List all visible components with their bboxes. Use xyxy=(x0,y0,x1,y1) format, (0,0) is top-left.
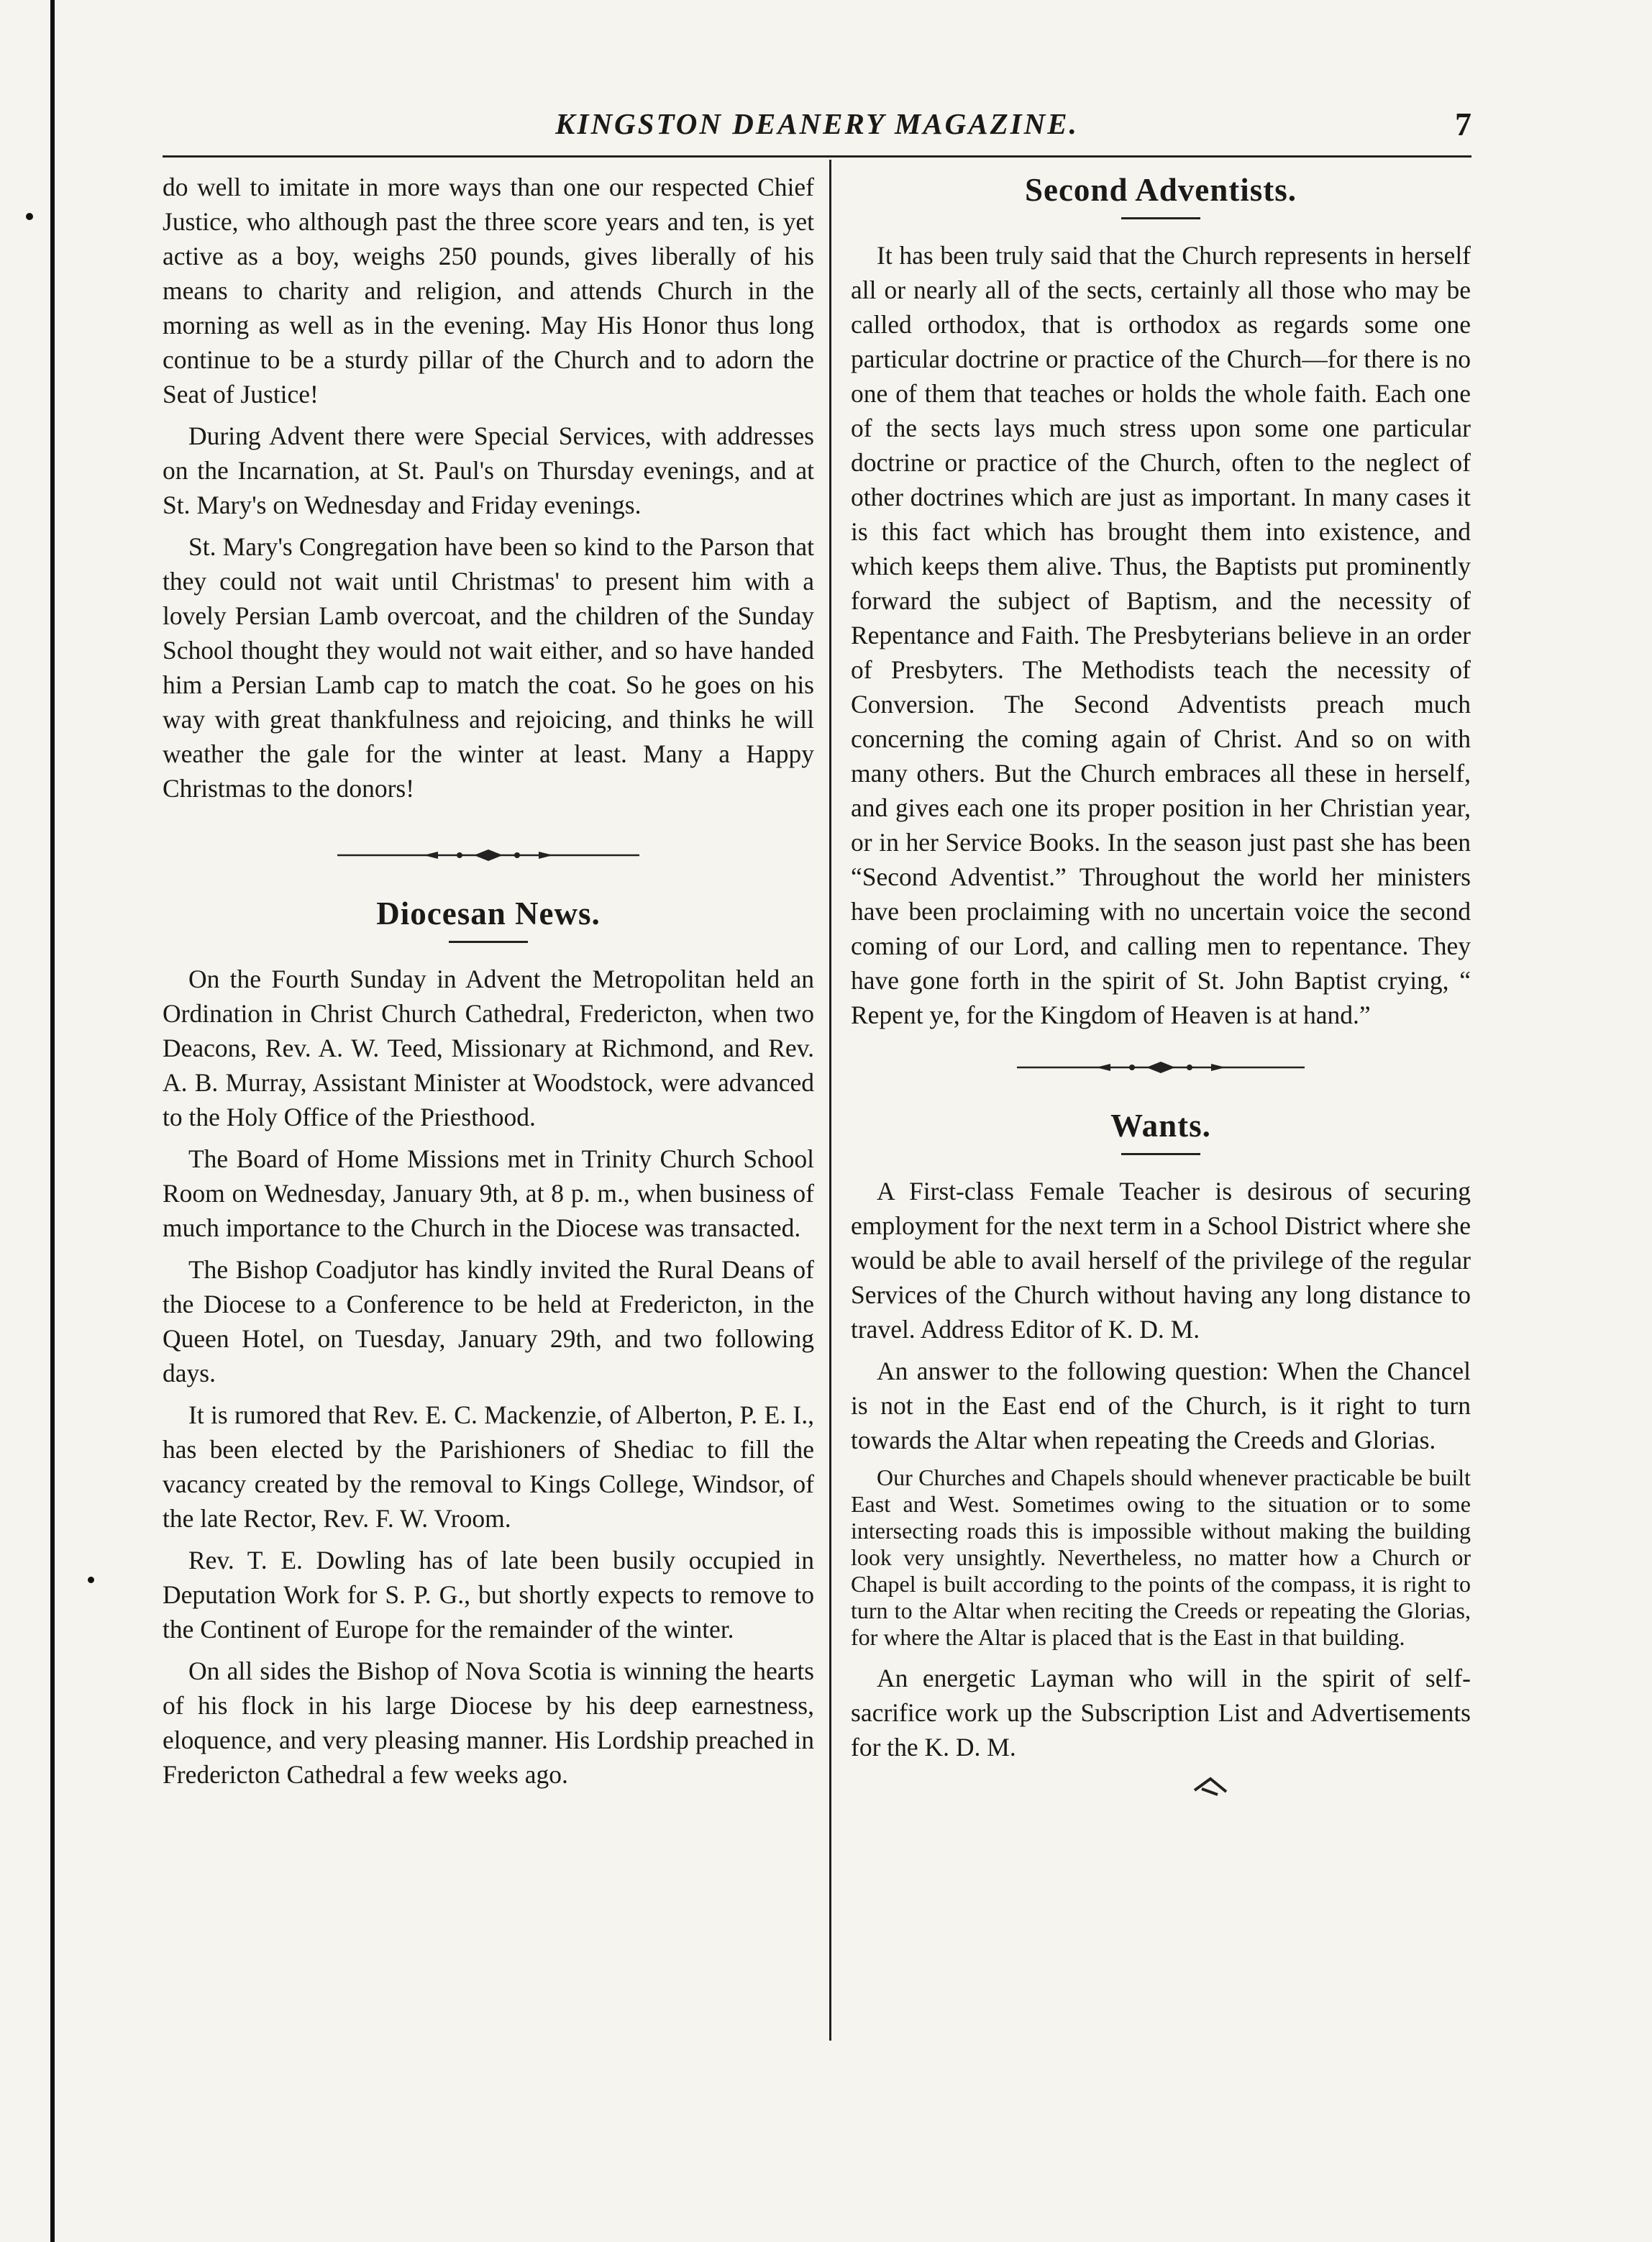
continued-paragraph: do well to imitate in more ways than one our respected Chief Justice, who although past the three score years and ten, is yet active as a boy, weighs 250 pounds, gives liberally of his means to charity and religion, and attends Church in the morning as well as in the evening. May His Honor thus long continue to be a sturdy pillar of the Church and to adorn the Seat of Justice! xyxy=(163,173,814,409)
article-paragraph: The Board of Home Missions met in Trinity Church School Room on Wednesday, January 9th, at 8 p. m., when business of much importance to the Church in the Diocese was transacted. xyxy=(163,1144,814,1242)
right-column xyxy=(851,170,1471,1797)
section-divider-ornament xyxy=(337,847,639,863)
question-paragraph: An answer to the following question: When the Chancel is not in the East end of the Church, is it right to turn towards the Altar when repeating the Creeds and Glorias. xyxy=(851,1357,1471,1454)
section-title-diocesan-news: Diocesan News. xyxy=(376,896,601,931)
left-column xyxy=(163,170,814,1799)
section-title-wants: Wants. xyxy=(1110,1108,1211,1144)
page-header xyxy=(163,106,1471,157)
title-underline xyxy=(1121,1153,1200,1155)
advertisement-paragraph: An energetic Layman who will in the spirit of self-sacrifice work up the Subscription List and Advertisements for the K. D. M. xyxy=(851,1664,1471,1762)
column-divider xyxy=(829,160,831,2041)
advertisement-paragraph: A First-class Female Teacher is desirous of securing employment for the next term in a School District where she would be able to avail herself of the privilege of the regular Services of the Church without having any long distance to travel. Address Editor of K. D. M. xyxy=(851,1177,1471,1344)
binding-edge-rule xyxy=(50,0,55,2242)
article-paragraph: St. Mary's Congregation have been so kind to the Parson that they could not wait until Christmas' to present him with a lovely Persian Lamb overcoat, and the children of the Sunday School thought they would not wait either, and so have handed him a Persian Lamb cap to match the coat. So he goes on his way with great thankfulness and rejoicing, and thinks he will weather the gale for the winter at least. Many a Happy Christmas to the donors! xyxy=(163,532,814,803)
article-paragraph: It is rumored that Rev. E. C. Mackenzie, of Alberton, P. E. I., has been elected by the Parishioners of Shediac to fill the vacancy created by the removal to Kings College, Windsor, of the late Rector, Rev. F. W. Vroom. xyxy=(163,1400,814,1533)
printers-mark-icon xyxy=(1189,1773,1232,1797)
header-rule xyxy=(163,155,1471,158)
article-paragraph: During Advent there were Special Services, with addresses on the Incarnation, at St. Paul's on Thursday evenings, and at St. Mary's on Wednesday and Friday evenings. xyxy=(163,421,814,519)
article-paragraph: On all sides the Bishop of Nova Scotia is winning the hearts of his flock in his large Diocese by his deep earnestness, eloquence, and very pleasing manner. His Lordship preached in Fredericton Cathedral a few weeks ago. xyxy=(163,1657,814,1789)
article-paragraph: The Bishop Coadjutor has kindly invited the Rural Deans of the Diocese to a Conference to be held at Fredericton, in the Queen Hotel, on Tuesday, January 29th, and two following days. xyxy=(163,1255,814,1387)
answer-paragraph: Our Churches and Chapels should whenever practicable be built East and West. Sometimes owing to the situation or to some intersecting roads this is impossible without making the building look very unsightly. Nevertheless, no matter how a Church or Chapel is built according to the points of the compass, it is right to turn to the Altar when reciting the Creeds or repeating the Glorias, for where the Altar is placed that is the East in that building. xyxy=(851,1464,1471,1650)
section-divider-ornament xyxy=(1017,1060,1305,1075)
title-underline xyxy=(449,941,528,943)
section-title-second-adventists: Second Adventists. xyxy=(1024,172,1297,208)
title-underline xyxy=(1121,217,1200,219)
binding-mark-dot xyxy=(26,213,33,220)
running-title: KINGSTON DEANERY MAGAZINE. xyxy=(555,107,1079,140)
article-paragraph: On the Fourth Sunday in Advent the Metropolitan held an Ordination in Christ Church Cathedral, Fredericton, when two Deacons, Rev. A. W. Teed, Missionary at Richmond, and Rev. A. B. Murray, Assistant Minister at Woodstock, were advanced to the Holy Office of the Priesthood. xyxy=(163,965,814,1131)
page-number: 7 xyxy=(1455,106,1471,142)
binding-mark-dot xyxy=(88,1577,94,1583)
article-paragraph: It has been truly said that the Church represents in herself all or nearly all of the sects, certainly all those who may be called orthodox, that is orthodox as regards some one particular doctrine or practice of the Church—for there is no one of them that teaches or holds the whole faith. Each one of the sects lays much stress upon some one particular doctrine or practice of the Church, often to the neglect of other doctrines which are just as important. In many cases it is this fact which has brought them into existence, and which keeps them alive. Thus, the Baptists put prominently forward the subject of Baptism, and the necessity of Repentance and Faith. The Presbyterians believe in an order of Presbyters. The Methodists teach the necessity of Conversion. The Second Adventists preach much concerning the coming again of Christ. And so on with many others. But the Church embraces all these in herself, and gives each one its proper position in her Christian year, or in her Service Books. In the season just past she has been “Second Adventist.” Throughout the world her ministers have been proclaiming with no uncertain voice the second coming of our Lord, and calling men to repentance. They have gone forth in the spirit of St. John Baptist crying, “ Repent ye, for the Kingdom of Heaven is at hand.” xyxy=(851,241,1471,1029)
article-paragraph: Rev. T. E. Dowling has of late been busily occupied in Deputation Work for S. P. G., but shortly expects to remove to the Continent of Europe for the remainder of the winter. xyxy=(163,1546,814,1644)
